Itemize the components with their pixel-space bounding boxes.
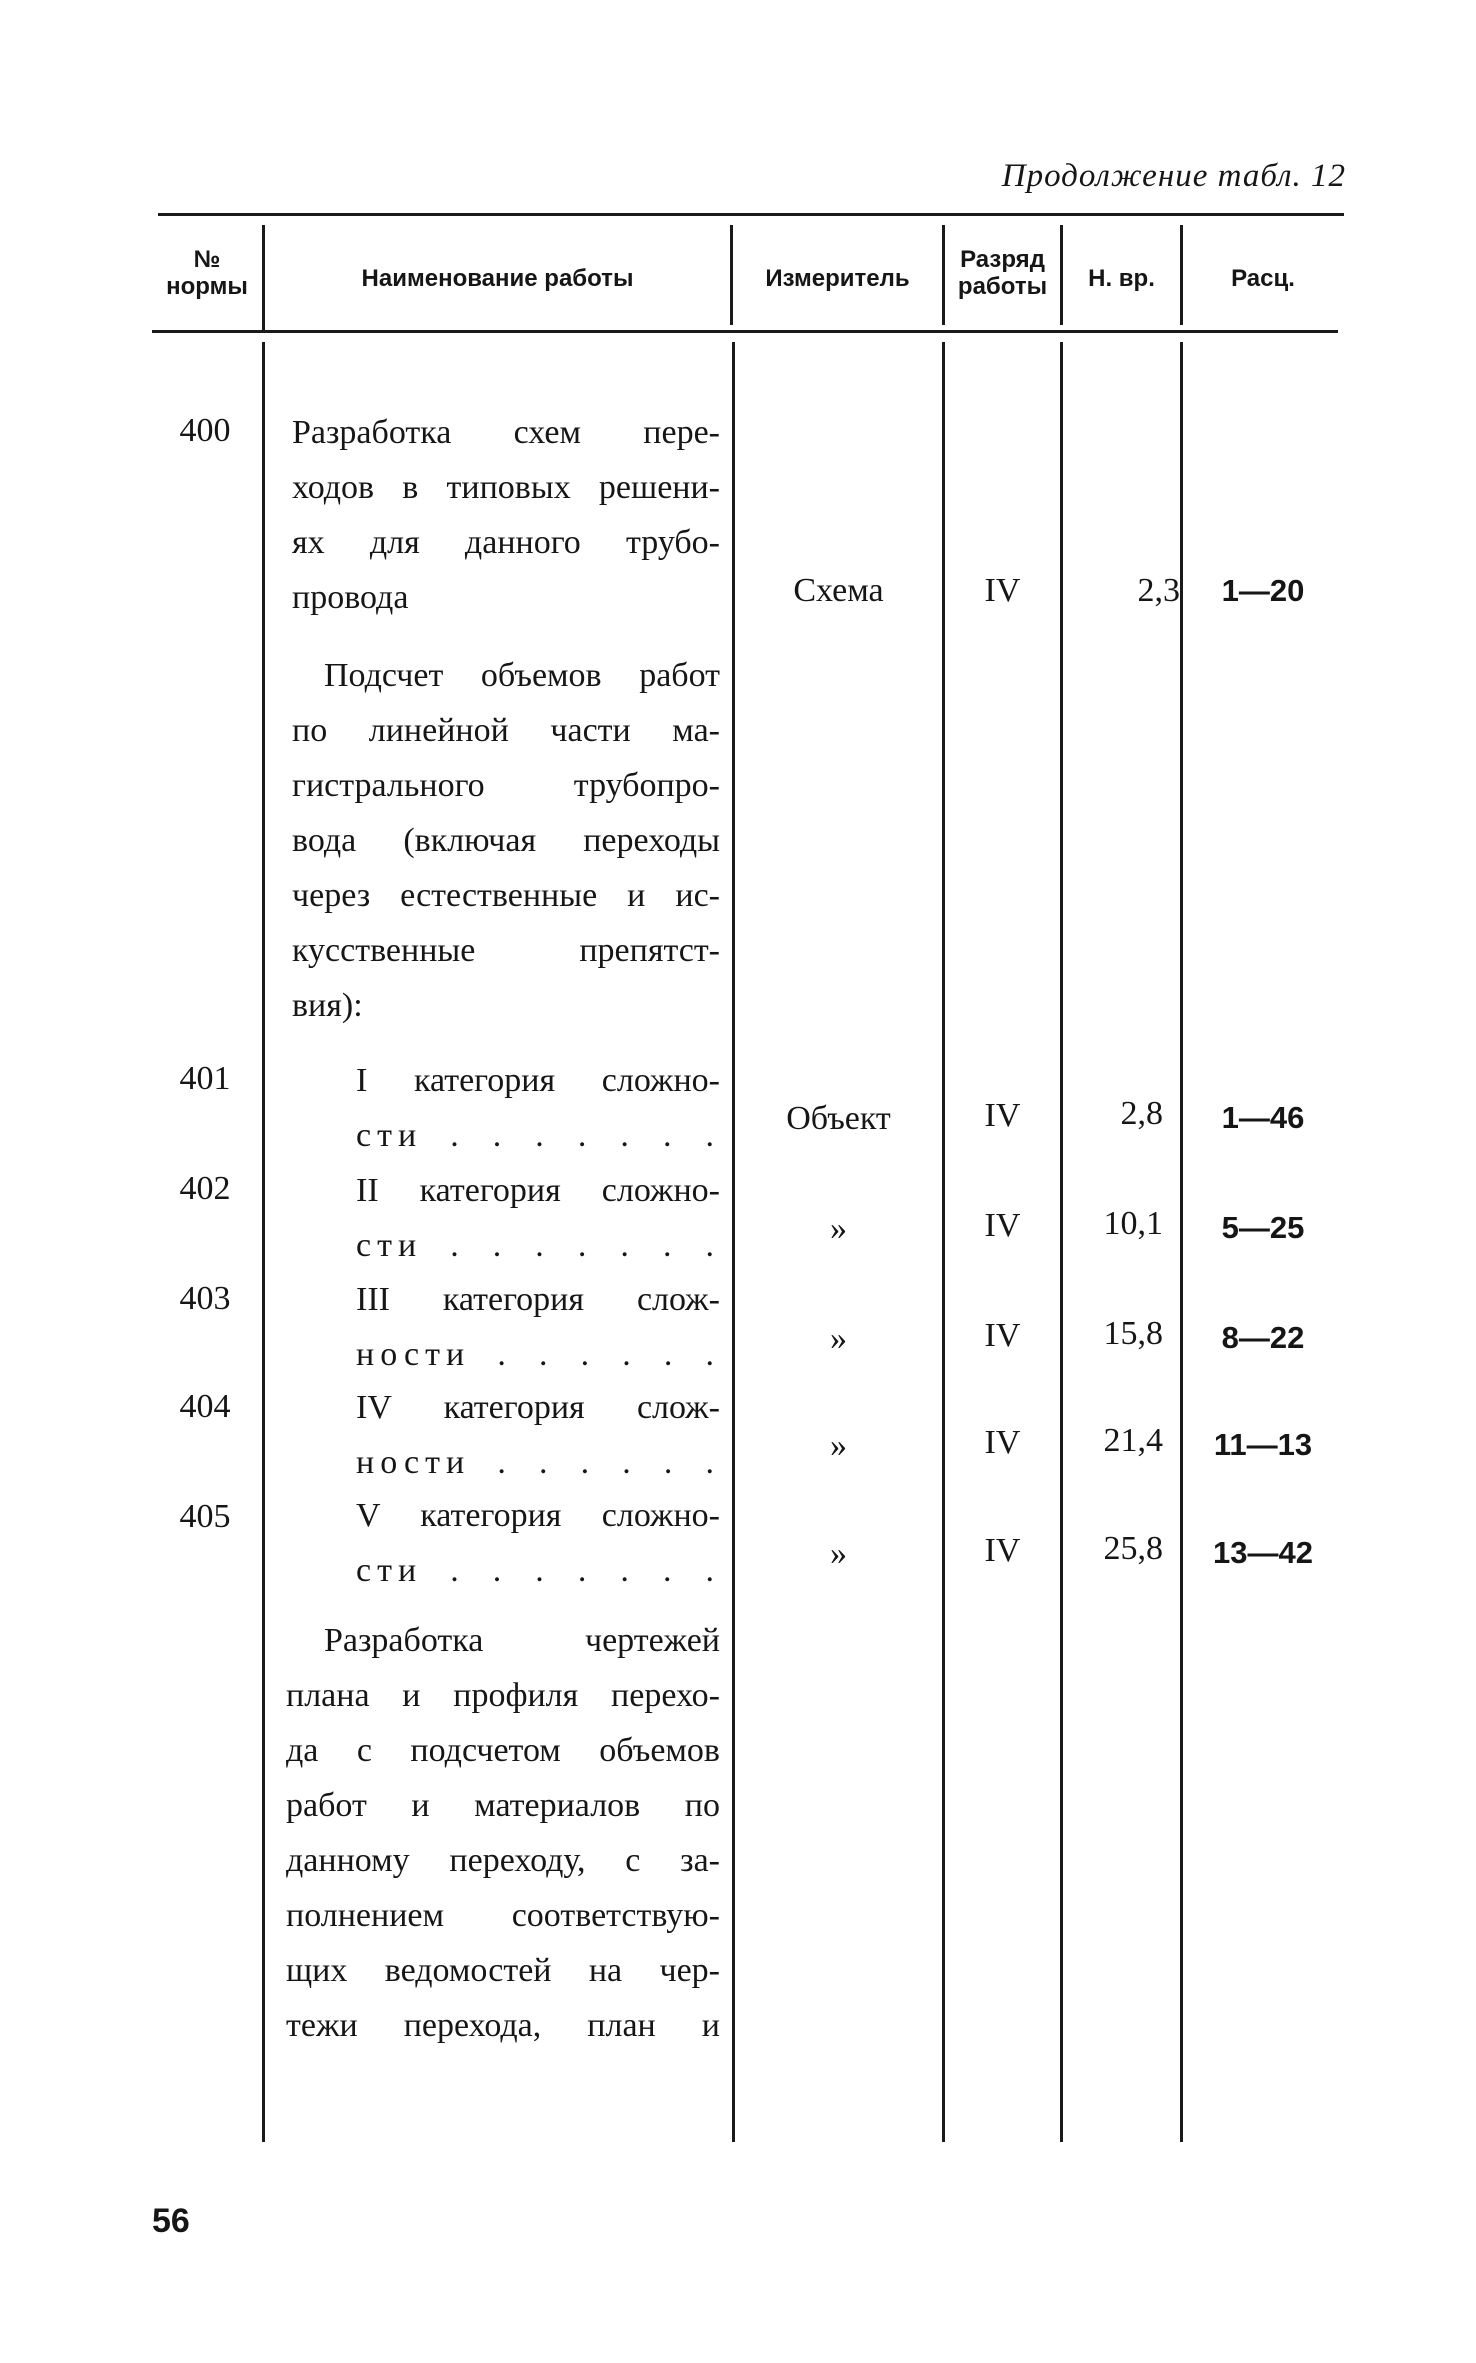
header-work-name: Наименование работы: [361, 265, 634, 292]
row-402-description: [356, 1163, 720, 1273]
description-line: щих ведомостей на чер-: [286, 1952, 720, 1989]
row-404-number: 404: [179, 1388, 231, 1425]
row-405-description: [356, 1488, 720, 1598]
description-line: сти . . . . . . .: [356, 1227, 720, 1264]
row-404-description: [356, 1380, 720, 1490]
section-intro-drawings: [286, 1613, 720, 2053]
description-line: III категория слож-: [356, 1281, 720, 1318]
description-line: да с подсчетом объемов: [286, 1732, 720, 1769]
description-line: вода (включая переходы: [292, 822, 720, 859]
row-401-rate: 1—46: [1221, 1100, 1305, 1135]
row-404-grade: IV: [984, 1424, 1021, 1461]
row-403-description: [356, 1272, 720, 1382]
row-400-description: [292, 405, 720, 625]
row-401-number: 401: [179, 1060, 231, 1097]
page-number: 56: [152, 2202, 190, 2240]
row-400-number: 400: [179, 412, 231, 449]
row-403-grade: IV: [984, 1317, 1021, 1354]
row-405-unit: »: [830, 1535, 847, 1572]
description-line: V категория сложно-: [356, 1497, 720, 1534]
row-405-number: 405: [179, 1498, 231, 1535]
row-401-unit: Объект: [786, 1100, 891, 1137]
description-line: работ и материалов по: [286, 1787, 720, 1824]
section-intro-volume-count: [292, 648, 720, 1033]
description-line: ности . . . . . .: [356, 1444, 720, 1481]
description-line: ходов в типовых решени-: [292, 469, 720, 506]
row-401-grade: IV: [984, 1097, 1021, 1134]
description-line: кусственные препятст-: [292, 932, 720, 969]
description-line: сти . . . . . . .: [356, 1117, 720, 1154]
body-divider-1: [262, 342, 265, 2142]
row-402-time: 10,1: [1103, 1205, 1163, 1242]
row-403-rate: 8—22: [1221, 1320, 1305, 1355]
row-402-number: 402: [179, 1170, 231, 1207]
row-404-time: 21,4: [1103, 1422, 1163, 1459]
header-norm-number-line1: №: [193, 246, 221, 273]
row-401-time: 2,8: [1120, 1095, 1163, 1132]
description-line: Разработка схем пере-: [292, 414, 720, 451]
row-402-unit: »: [830, 1210, 847, 1247]
description-line: вия):: [292, 987, 363, 1024]
row-404-rate: 11—13: [1213, 1427, 1313, 1462]
row-402-rate: 5—25: [1221, 1210, 1305, 1245]
header-grade-line1: Разряд: [960, 246, 1045, 273]
row-402-grade: IV: [984, 1207, 1021, 1244]
row-405-grade: IV: [984, 1532, 1021, 1569]
table-top-rule: [158, 213, 1344, 216]
table-caption: Продолжение табл. 12: [1001, 158, 1346, 194]
row-405-time: 25,8: [1103, 1530, 1163, 1567]
row-401-description: [356, 1053, 720, 1163]
description-line: Разработка чертежей: [324, 1622, 720, 1659]
header-norm-number-line2: нормы: [166, 273, 248, 300]
description-line: Подсчет объемов работ: [324, 657, 720, 694]
description-line: по линейной части ма-: [292, 712, 720, 749]
description-line: данному переходу, с за-: [286, 1842, 720, 1879]
header-bottom-rule: [152, 330, 1338, 333]
description-line: сти . . . . . . .: [356, 1552, 720, 1589]
description-line: плана и профиля перехо-: [286, 1677, 720, 1714]
description-line: тежи перехода, план и: [286, 2007, 720, 2044]
row-405-rate: 13—42: [1213, 1535, 1313, 1570]
description-line: I категория сложно-: [356, 1062, 720, 1099]
header-time: Н. вр.: [1088, 265, 1155, 292]
row-400-rate: 1—20: [1221, 573, 1305, 608]
description-line: ях для данного трубо-: [292, 524, 720, 561]
description-line: гистрального трубопро-: [292, 767, 720, 804]
row-403-time: 15,8: [1103, 1315, 1163, 1352]
row-403-unit: »: [830, 1320, 847, 1357]
description-line: через естественные и ис-: [292, 877, 720, 914]
header-norm-number: [152, 246, 262, 300]
row-400-unit: Схема: [793, 572, 884, 609]
description-line: II категория сложно-: [356, 1172, 720, 1209]
row-400-grade: IV: [984, 572, 1021, 609]
description-line: полнением соответствую-: [286, 1897, 720, 1934]
row-404-unit: »: [830, 1427, 847, 1464]
header-grade: [945, 246, 1060, 300]
description-line: IV категория слож-: [356, 1389, 720, 1426]
header-rate: Расц.: [1231, 265, 1295, 292]
header-unit: Измеритель: [765, 265, 910, 292]
row-403-number: 403: [179, 1280, 231, 1317]
description-line: провода: [292, 579, 409, 616]
row-400-time: 2,3: [1137, 572, 1180, 609]
header-grade-line2: работы: [957, 273, 1048, 300]
description-line: ности . . . . . .: [356, 1336, 720, 1373]
